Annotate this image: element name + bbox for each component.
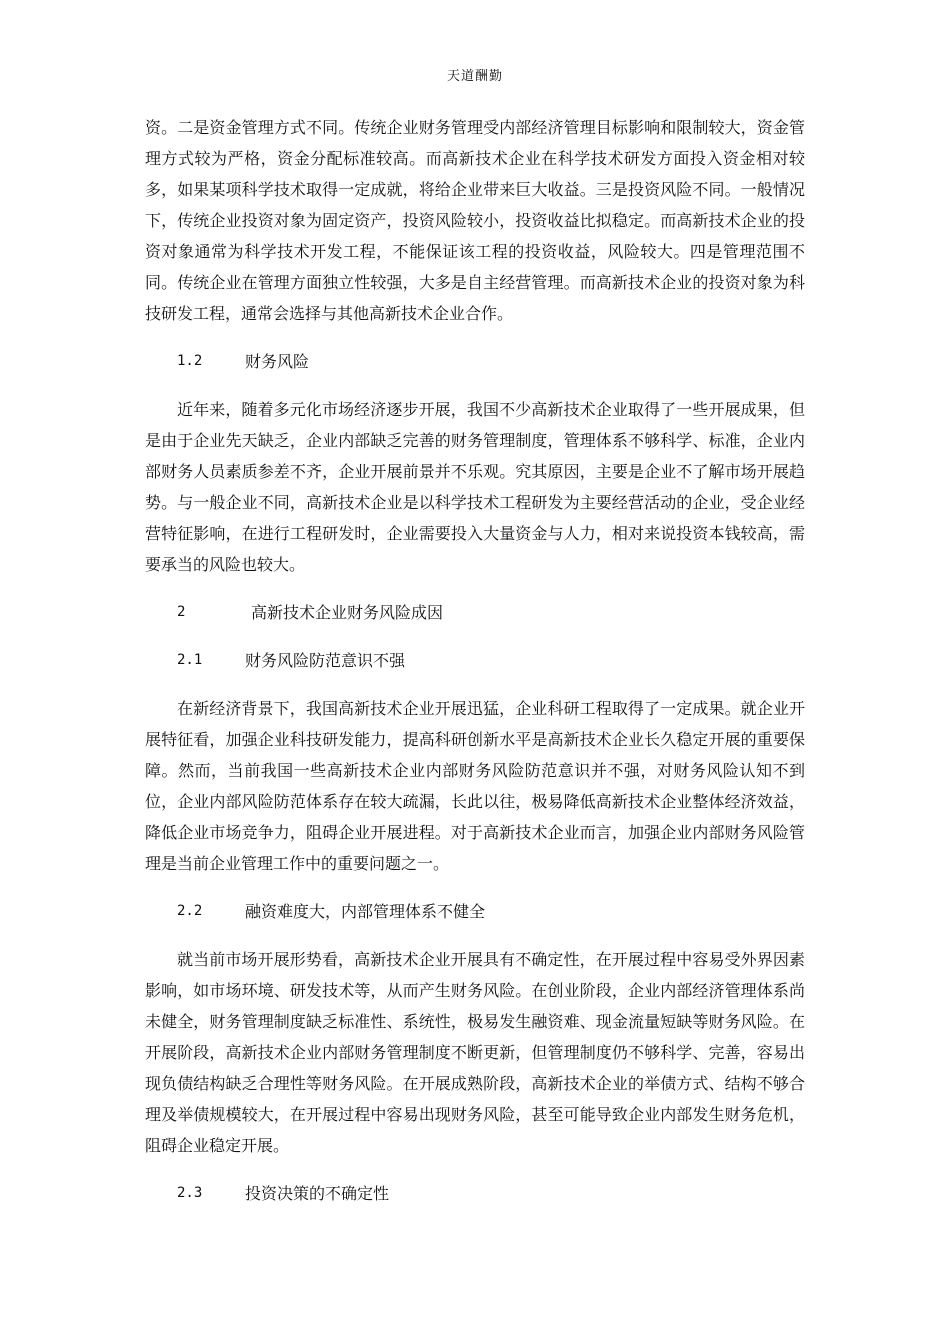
paragraph: 近年来，随着多元化市场经济逐步开展，我国不少高新技术企业取得了一些开展成果，但是由于企业先天缺乏，企业内部缺乏完善的财务管理制度，管理体系不够科学、标准，企业内部财务人员素质参差不齐，企业开展前景并不乐观。究其原因，主要是企业不了解市场开展趋势。与一般企业不同，高新技术企业是以科学技术工程研发为主要经营活动的企业，受企业经营特征影响，在进行工程研发时，企业需要投入大量资金与人力，相对来说投资本钱较高，需要承当的风险也较大。 <box>145 400 805 574</box>
section-title: 投资决策的不确定性 <box>245 1184 390 1203</box>
section-title: 高新技术企业财务风险成因 <box>251 603 444 622</box>
section-heading-2-2 <box>145 896 805 927</box>
section-number: 1.2 <box>177 353 203 369</box>
section-heading-2-3 <box>145 1178 805 1209</box>
section-title: 财务风险 <box>245 352 310 371</box>
section-heading-2 <box>145 597 805 628</box>
section-title: 融资难度大，内部管理体系不健全 <box>245 902 486 921</box>
paragraph: 就当前市场开展形势看，高新技术企业开展具有不确定性，在开展过程中容易受外界因素影响，如市场环境、研发技术等，从而产生财务风险。在创业阶段，企业内部经济管理体系尚未健全，财务管理制度缺乏标准性、系统性，极易发生融资难、现金流量短缺等财务风险。在开展阶段，高新技术企业内部财务管理制度不断更新，但管理制度仍不够科学、完善，容易出现负债结构缺乏合理性等财务风险。在开展成熟阶段，高新技术企业的举债方式、结构不够合理及举债规模较大，在开展过程中容易出现财务风险，甚至可能导致企业内部发生财务危机，阻碍企业稳定开展。 <box>145 950 805 1155</box>
paragraph: 在新经济背景下，我国高新技术企业开展迅猛，企业科研工程取得了一定成果。就企业开展特征看，加强企业科技研发能力，提高科研创新水平是高新技术企业长久稳定开展的重要保障。然而，当前我国一些高新技术企业内部财务风险防范意识并不强，对财务风险认知不到位，企业内部风险防范体系存在较大疏漏，长此以往，极易降低高新技术企业整体经济效益，降低企业市场竞争力，阻碍企业开展进程。对于高新技术企业而言，加强企业内部财务风险管理是当前企业管理工作中的重要问题之一。 <box>145 699 805 873</box>
paragraph: 资。二是资金管理方式不同。传统企业财务管理受内部经济管理目标影响和限制较大，资金管理方式较为严格，资金分配标准较高。而高新技术企业在科学技术研发方面投入资金相对较多，如果某项科学技术取得一定成就，将给企业带来巨大收益。三是投资风险不同。一般情况下，传统企业投资对象为固定资产，投资风险较小，投资收益比拟稳定。而高新技术企业的投资对象通常为科学技术开发工程，不能保证该工程的投资收益，风险较大。四是管理范围不同。传统企业在管理方面独立性较强，大多是自主经营管理。而高新技术企业的投资对象为科技研发工程，通常会选择与其他高新技术企业合作。 <box>145 118 805 323</box>
section-number: 2 <box>177 604 186 620</box>
section-number: 2.1 <box>177 652 203 668</box>
section-number: 2.3 <box>177 1185 203 1201</box>
section-title: 财务风险防范意识不强 <box>245 651 406 670</box>
page-header: 天道酬勤 <box>446 69 503 84</box>
section-heading-1-2 <box>145 346 805 377</box>
document-body <box>145 112 805 1226</box>
section-number: 2.2 <box>177 903 203 919</box>
section-heading-2-1 <box>145 645 805 676</box>
